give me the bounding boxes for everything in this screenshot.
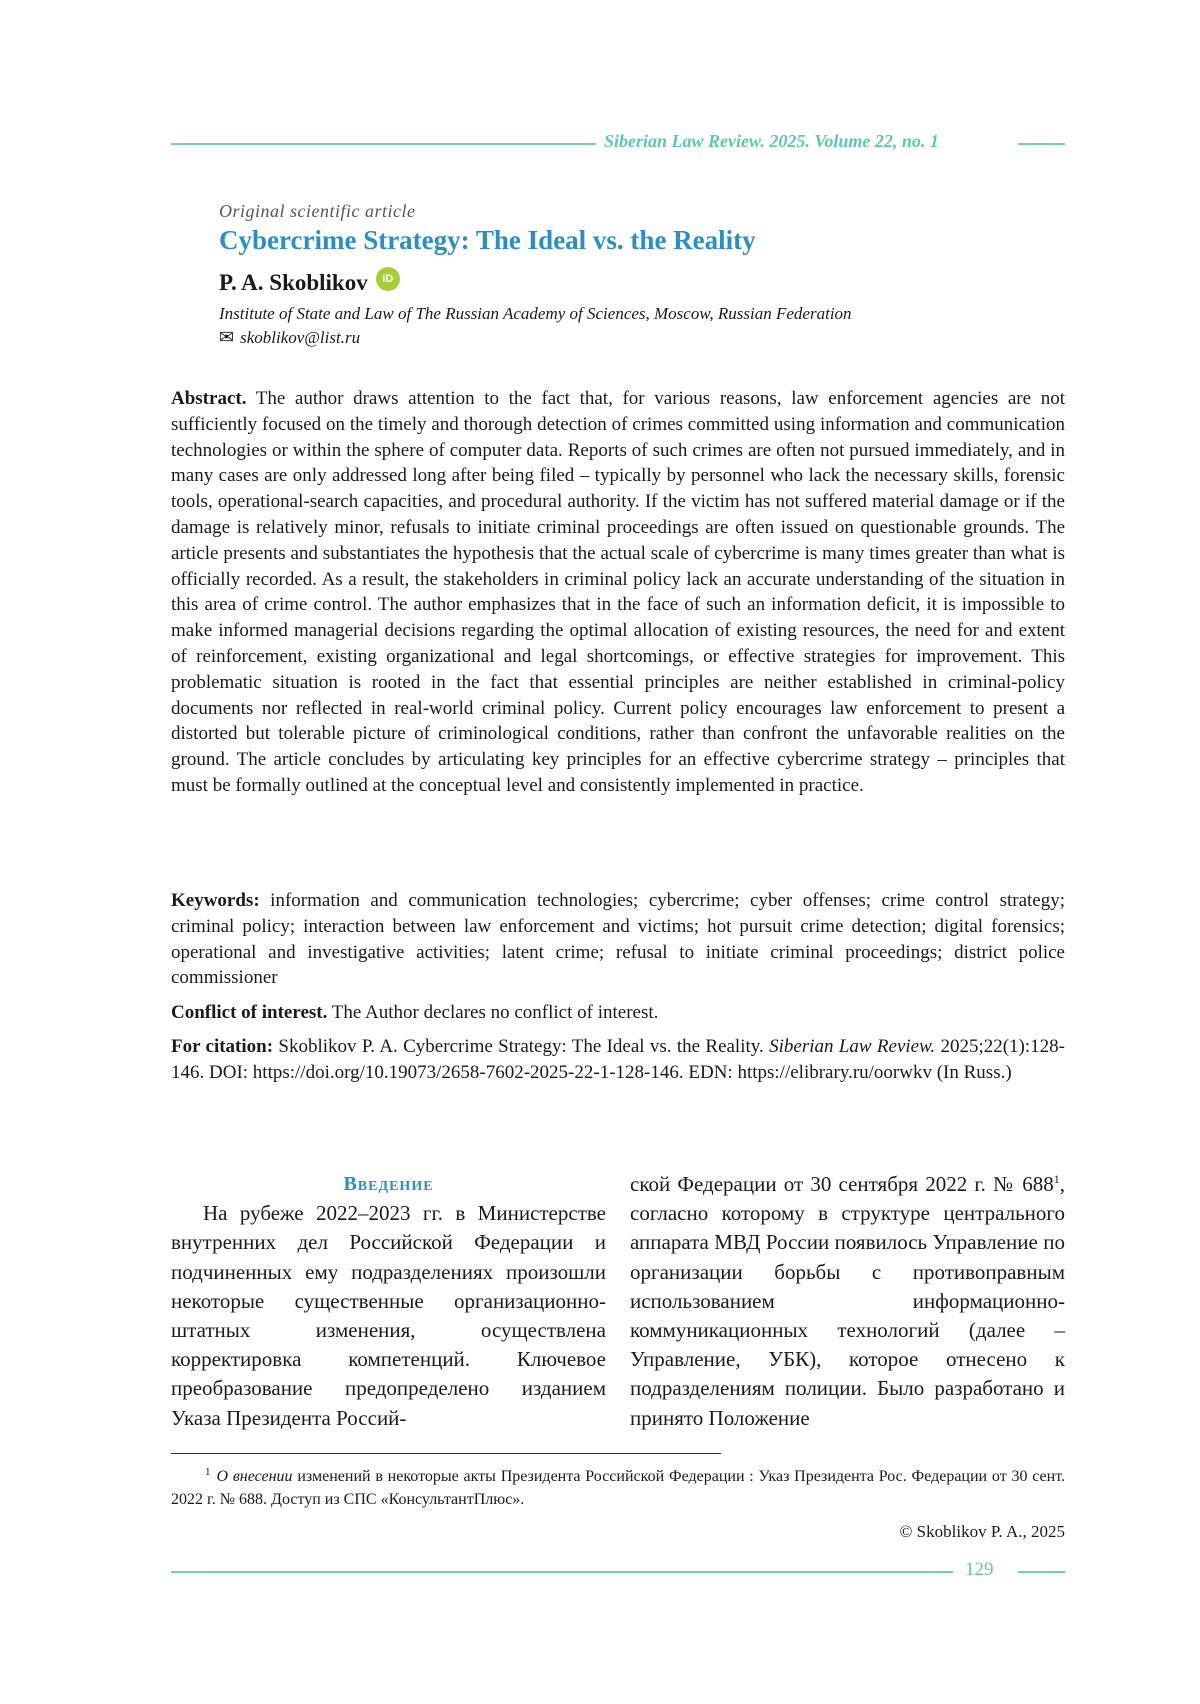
author-row — [219, 270, 400, 296]
orcid-icon[interactable]: iD — [376, 267, 400, 291]
abstract — [171, 386, 1065, 799]
section-title: Введение — [343, 1173, 434, 1195]
citation-text-after: 2025;22(1):128-146. DOI: https://doi.org/10.19073/2658-7602-2025-22-1-128-146. EDN: https://elibrary.ru/oorwkv (In Russ.) — [171, 1036, 1065, 1083]
footnote-italic: О внесении — [216, 1468, 293, 1485]
copyright: © Skoblikov P. A., 2025 — [899, 1522, 1065, 1541]
abstract-label: Abstract. — [171, 388, 247, 409]
footnote-ref[interactable]: 1 — [1053, 1172, 1060, 1186]
body-column-left — [171, 1170, 606, 1433]
abstract-text: The author draws attention to the fact that, for various reasons, law enforcement agencies are not sufficiently focused on the timely and thorough detection of crimes committed using information and communication technologies or within the sphere of computer data. Reports of such crimes are often not pursued immediately, and in many cases are only addressed long after being filed – typically by personnel who lack the necessary skills, forensic tools, operational-search capacities, and procedural authority. If the victim has not suffered material damage or if the damage is relatively minor, refusals to initiate criminal proceedings are often issued on questionable grounds. The article presents and substantiates the hypothesis that the actual scale of cybercrime is many times greater than what is officially recorded. As a result, the stakeholders in criminal policy lack an accurate understanding of the situation in this area of crime control. The author emphasizes that in the face of such an information deficit, it is impossible to make informed managerial decisions regarding the optimal allocation of existing resources, the need for and extent of reinforcement, existing organizational and legal shortcomings, or effective strategies for improvement. This problematic situation is rooted in the fact that essential principles are neither established in criminal-policy documents nor reflected in real-world criminal policy. Current policy encourages law enforcement to present a distorted but tolerable picture of criminological conditions, rather than confront the unfavorable realities on the ground. The article concludes by articulating key principles for an effective cybercrime strategy – principles that must be formally outlined at the conceptual level and consistently implemented in practice. — [171, 388, 1065, 796]
body-text-right-after: , согласно которому в структуре центрального аппарата МВД России появилось Управление по организации борьбы с противоправным использованием информационно-коммуникационных технологий (далее – Управление, УБК), которое отнесено к подразделениям полиции. Было разработано и принято Положение — [630, 1172, 1065, 1430]
footnote-divider — [171, 1453, 721, 1454]
author-email[interactable]: skoblikov@list.ru — [240, 327, 361, 347]
citation-label: For citation: — [171, 1036, 274, 1057]
article-type: Original scientific article — [219, 201, 416, 221]
conflict-of-interest — [171, 1000, 1065, 1026]
conflict-text: The Author declares no conflict of interest. — [331, 1002, 659, 1023]
footnote-text: изменений в некоторые акты Президента Российской Федерации : Указ Президента Рос. Федерации от 30 сент. 2022 г. № 688. Доступ из СПС «КонсультантПлюс». — [171, 1468, 1065, 1508]
footer-rule-right — [1018, 1571, 1065, 1573]
keywords-text: information and communication technologies; cybercrime; cyber offenses; crime control strategy; criminal policy; interaction between law enforcement and victims; hot pursuit crime detection; digital forensics; operational and investigative activities; latent crime; refusal to initiate criminal proceedings; district police commissioner — [171, 890, 1066, 989]
footnote — [171, 1465, 1065, 1511]
conflict-label: Conflict of interest. — [171, 1002, 328, 1023]
affiliation: Institute of State and Law of The Russian Academy of Sciences, Moscow, Russian Federation — [219, 304, 852, 323]
footnote-number: 1 — [205, 1465, 211, 1478]
body-paragraph-left: На рубеже 2022–2023 гг. в Министерстве внутренних дел Российской Федерации и подчиненных ему подразделениях произошли некоторые существенные организационно-штатных изменения, осуществлена корректировка компетенций. Ключевое преобразование предопределено изданием Указа Президента Россий- — [171, 1201, 606, 1430]
journal-header: Siberian Law Review. 2025. Volume 22, no. 1 — [604, 131, 939, 151]
citation-journal: Siberian Law Review. — [769, 1036, 936, 1057]
footer-rule-left — [171, 1571, 953, 1573]
body-text-right-before: ской Федерации от 30 сентября 2022 г. № 688 — [630, 1172, 1054, 1196]
article-title: Cybercrime Strategy: The Ideal vs. the Reality — [219, 225, 756, 255]
citation — [171, 1034, 1065, 1086]
email-row — [219, 327, 360, 348]
header-rule-right — [1018, 143, 1065, 145]
author-name: P. A. Skoblikov — [219, 270, 368, 295]
keywords-label: Keywords: — [171, 890, 260, 911]
citation-text-before: Skoblikov P. A. Cybercrime Strategy: The Ideal vs. the Reality. — [278, 1036, 764, 1057]
body-column-right — [630, 1170, 1065, 1433]
keywords — [171, 888, 1065, 991]
page-number: 129 — [965, 1559, 994, 1580]
header-rule-left — [171, 143, 596, 145]
envelope-icon: ✉ — [219, 327, 235, 347]
